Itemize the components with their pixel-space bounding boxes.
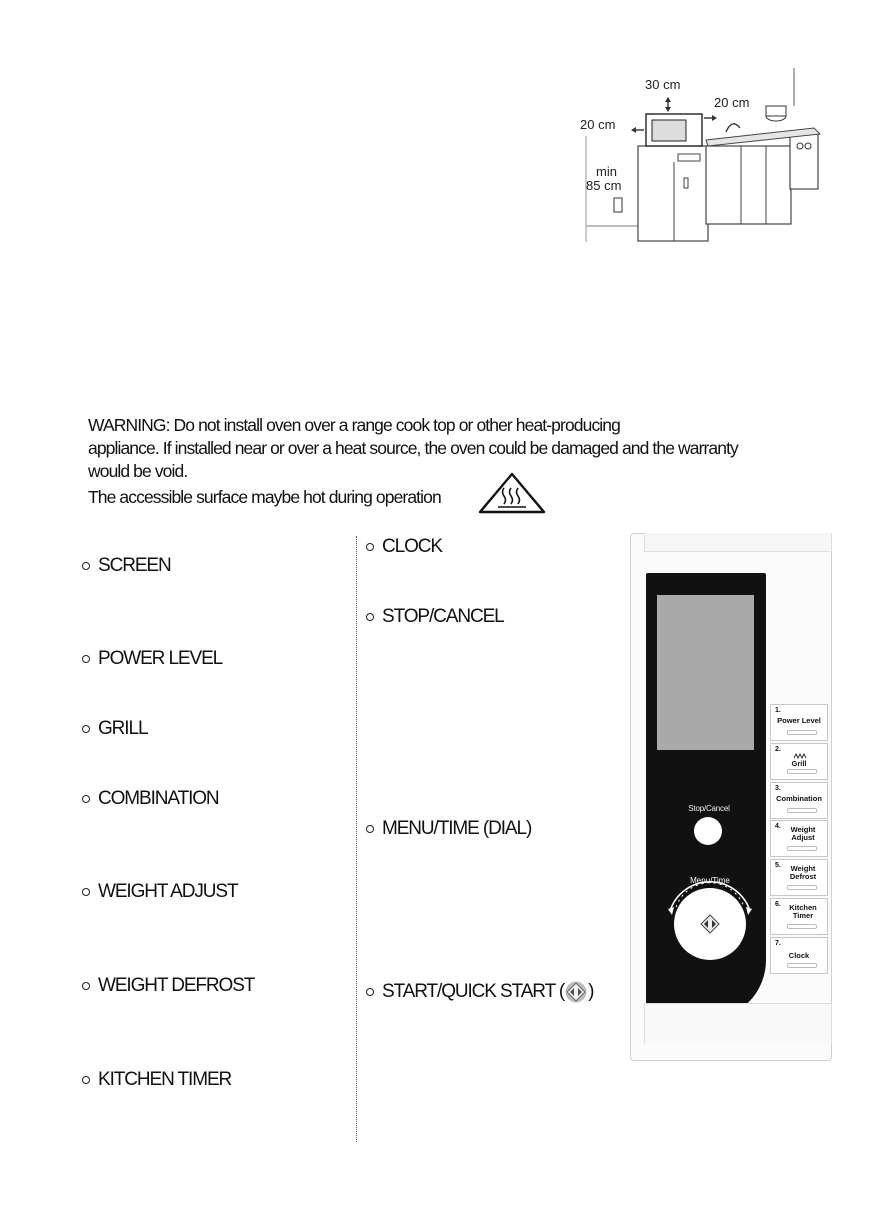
feature-screen [82,555,171,577]
warning-line-1: WARNING: Do not install oven over a range cook top or other heat-producing [88,415,620,435]
bullet-icon [82,655,90,663]
button-indicator [787,924,817,929]
combination-button[interactable] [770,782,828,819]
bullet-icon [82,1076,90,1084]
stop-cancel-button[interactable] [694,817,722,845]
button-label: Grill [791,758,807,768]
bullet-icon [82,725,90,733]
panel-bottom-trim [644,1003,832,1044]
panel-button-column [770,704,830,976]
bullet-icon [366,543,374,551]
control-panel [630,533,832,1061]
feature-weight-defrost [82,975,254,997]
bullet-icon [82,562,90,570]
clock-button[interactable] [770,937,828,974]
button-indicator [787,885,817,890]
button-indicator [787,730,817,735]
button-number: 5. [775,862,781,870]
warning-line-2: appliance. If installed near or over a heat source, the oven could be damaged and the warranty [88,438,738,458]
feature-weight-adjust [82,881,237,903]
feature-label: WEIGHT DEFROST [98,975,255,996]
feature-grill [82,718,147,740]
weight-adjust-button[interactable] [770,820,828,857]
feature-label: SCREEN [98,555,171,576]
feature-label-suffix: ) [588,981,594,1002]
column-divider [356,536,357,1142]
button-number: 1. [775,707,781,714]
hot-surface-warning-icon [478,472,546,514]
feature-power-level [82,648,222,670]
feature-label: CLOCK [382,536,442,557]
button-label: Clock [788,950,810,960]
feature-label: STOP/CANCEL [382,606,504,627]
button-number: 2. [775,745,781,753]
start-diamond-icon[interactable] [700,914,720,934]
button-indicator [787,808,817,813]
weight-defrost-button[interactable] [770,859,828,896]
button-label: Kitchen Timer [789,902,817,920]
feature-label: COMBINATION [98,788,219,809]
feature-clock [366,536,442,558]
bullet-icon [366,613,374,621]
menu-time-dial[interactable] [660,863,760,983]
dial-label: Menu/Time [690,876,730,885]
min-height-label: min [596,164,617,179]
start-diamond-icon [565,981,587,1003]
feature-stop-cancel [366,606,504,628]
button-label: Power Level [777,716,821,725]
feature-start [366,981,593,1003]
top-clearance-label: 30 cm [645,77,681,92]
button-number: 7. [775,939,781,947]
dial-knob[interactable] [674,888,746,960]
button-number: 6. [775,900,781,908]
button-indicator [787,769,817,774]
grill-element-icon [793,753,807,759]
panel-screen [657,595,754,750]
right-clearance-label: 20 cm [714,95,750,110]
installation-clearance-diagram [576,66,856,242]
hot-surface-note: The accessible surface maybe hot during operation [88,487,441,507]
feature-kitchen-timer [82,1069,231,1091]
button-label: Weight Defrost [789,864,817,882]
kitchen-timer-button[interactable] [770,898,828,935]
panel-top-trim [644,533,832,552]
button-label: Combination [776,793,822,803]
feature-label: START/QUICK START ( [382,981,565,1002]
power-level-button[interactable] [770,704,828,741]
stop-cancel-label: Stop/Cancel [688,804,730,813]
bullet-icon [82,795,90,803]
feature-label: WEIGHT ADJUST [98,881,238,902]
button-label: Weight Adjust [790,825,816,843]
bullet-icon [82,982,90,990]
height-clearance-label: 85 cm [586,178,622,193]
feature-combination [82,788,219,810]
feature-menu-time [366,818,531,840]
bullet-icon [82,888,90,896]
bullet-icon [366,825,374,833]
grill-button[interactable] [770,743,828,780]
button-indicator [787,846,817,851]
install-warning [88,414,808,483]
bullet-icon [366,988,374,996]
button-indicator [787,963,817,968]
feature-label: GRILL [98,718,148,739]
feature-label: KITCHEN TIMER [98,1069,232,1090]
feature-label: MENU/TIME (DIAL) [382,818,532,839]
feature-label: POWER LEVEL [98,648,223,669]
button-number: 4. [775,823,781,831]
left-clearance-label: 20 cm [580,117,616,132]
warning-line-3: would be void. [88,461,188,481]
button-number: 3. [775,784,781,792]
